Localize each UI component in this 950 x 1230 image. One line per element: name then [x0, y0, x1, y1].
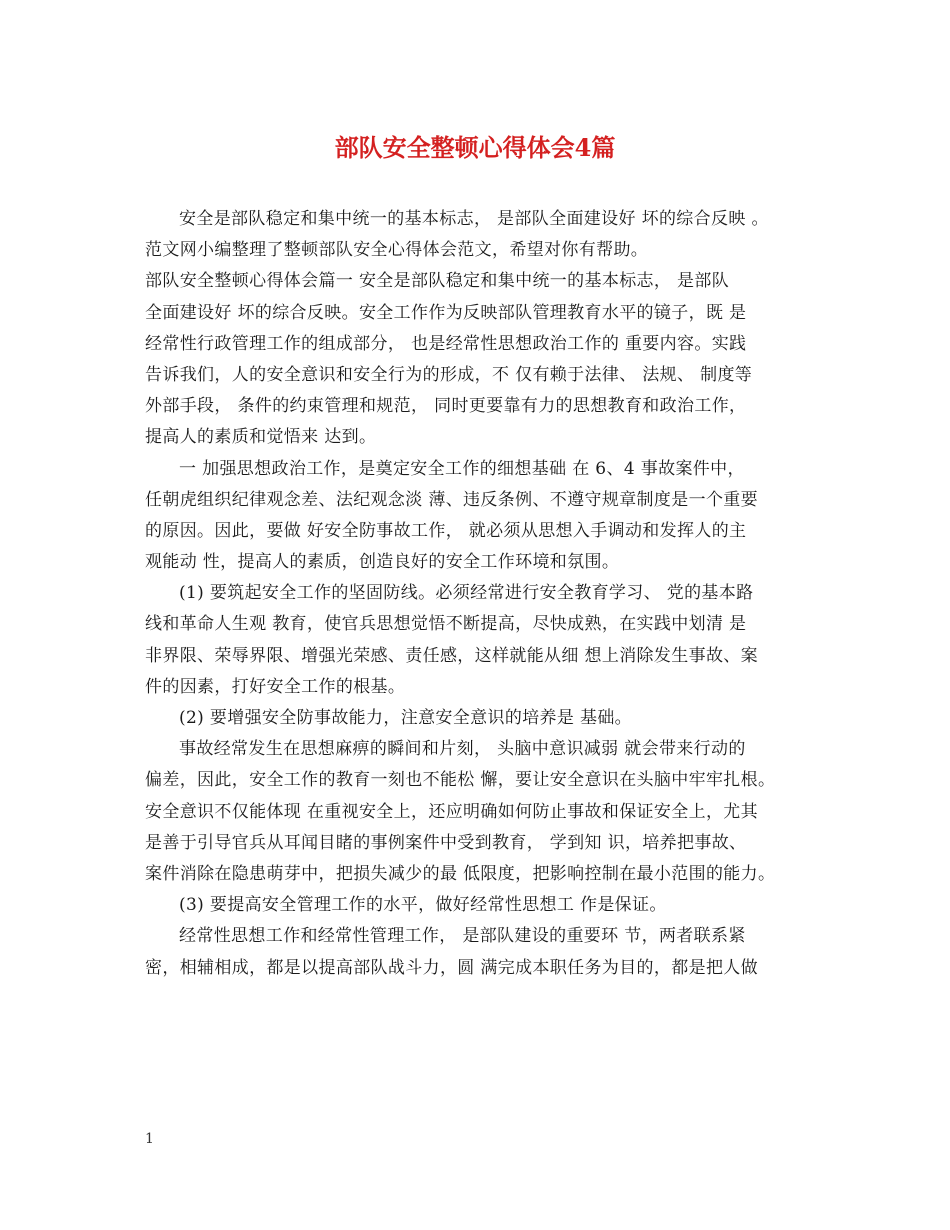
- text-line: 密，相辅相成，都是以提高部队战斗力，圆 满完成本职任务为目的，都是把人做: [145, 957, 759, 978]
- text-line: 的原因。因此，要做 好安全防事故工作， 就必须从思想入手调动和发挥人的主: [145, 520, 747, 541]
- text-line: 范文网小编整理了整顿部队安全心得体会范文，希望对你有帮助。: [145, 240, 649, 261]
- text-line: 观能动 性，提高人的素质，创造良好的安全工作环境和氛围。: [145, 552, 620, 573]
- text-line: 线和革命人生观 教育，使官兵思想觉悟不断提高，尽快成熟，在实践中划清 是: [145, 614, 747, 635]
- text-line: 部队安全整顿心得体会篇一 安全是部队稳定和集中统一的基本标志， 是部队: [145, 271, 730, 292]
- text-line: 任朝虎组织纪律观念差、法纪观念淡 薄、违反条例、不遵守规章制度是一个重要: [145, 489, 759, 510]
- document-body: [145, 204, 815, 984]
- text-line: 安全意识不仅能体现 在重视安全上，还应明确如何防止事故和保证安全上，尤其: [145, 801, 759, 822]
- text-line: 是善于引导官兵从耳闻目睹的事例案件中受到教育， 学到知 识，培养把事故、: [145, 832, 747, 853]
- text-line: 全面建设好 坏的综合反映。安全工作作为反映部队管理教育水平的镜子，既 是: [145, 302, 747, 323]
- text-line: 告诉我们，人的安全意识和安全行为的形成，不 仅有赖于法律、 法规、 制度等: [145, 364, 753, 385]
- text-line: 外部手段， 条件的约束管理和规范， 同时更要靠有力的思想教育和政治工作，: [145, 396, 747, 417]
- text-line: (1) 要筑起安全工作的坚固防线。必须经常进行安全教育学习、 党的基本路: [179, 583, 754, 604]
- text-line: 安全是部队稳定和集中统一的基本标志， 是部队全面建设好 坏的综合反映 。: [179, 209, 769, 229]
- text-line: 提高人的素质和觉悟来 达到。: [145, 427, 377, 448]
- page-number: 1: [145, 1131, 154, 1147]
- text-line: 事故经常发生在思想麻痹的瞬间和片刻， 头脑中意识减弱 就会带来行动的: [179, 739, 746, 760]
- text-line: 经常性行政管理工作的组成部分， 也是经常性思想政治工作的 重要内容。实践: [145, 333, 747, 354]
- text-line: 经常性思想工作和经常性管理工作， 是部队建设的重要环 节，两者联系紧: [179, 926, 746, 947]
- text-line: 件的因素，打好安全工作的根基。: [145, 676, 406, 697]
- document-title: 部队安全整顿心得体会4篇: [334, 133, 616, 162]
- text-line: (3) 要提高安全管理工作的水平，做好经常性思想工 作是保证。: [179, 895, 667, 916]
- text-line: 案件消除在隐患萌芽中，把损失减少的最 低限度，把影响控制在最小范围的能力。: [145, 863, 776, 884]
- text-line: (2) 要增强安全防事故能力，注意安全意识的培养是 基础。: [179, 708, 633, 728]
- text-line: 偏差，因此，安全工作的教育一刻也不能松 懈，要让安全意识在头脑中牢牢扎根。: [145, 770, 776, 791]
- text-line: 非界限、荣辱界限、增强光荣感、责任感，这样就能从细 想上消除发生事故、案: [145, 645, 759, 666]
- text-line: 一 加强思想政治工作，是奠定安全工作的细想基础 在 6、4 事故案件中，: [179, 458, 745, 479]
